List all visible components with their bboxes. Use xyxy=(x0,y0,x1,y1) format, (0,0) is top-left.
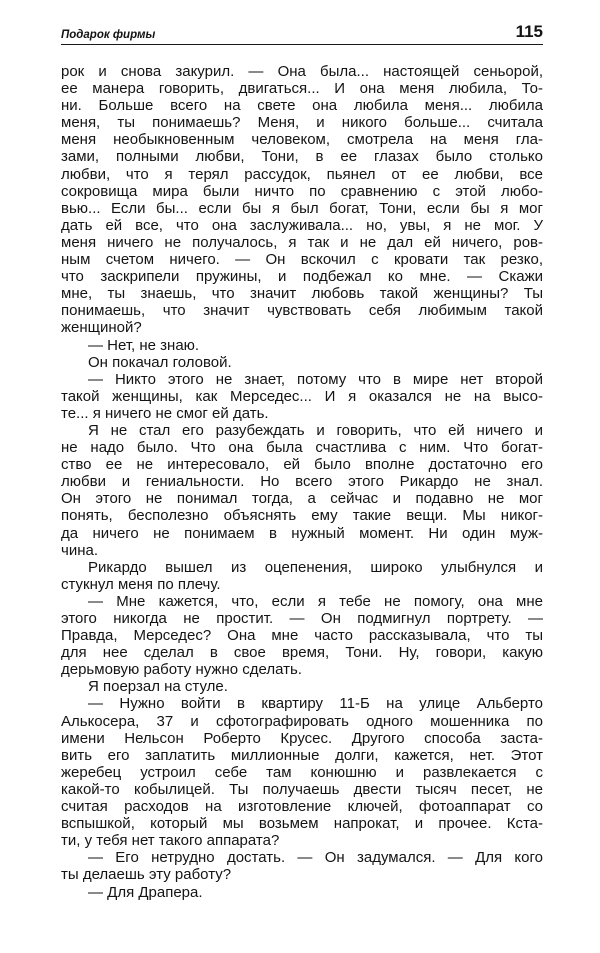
text-line: вить его заплатить миллионные долги, кажется, нет. Этот xyxy=(61,746,543,764)
text-line: — Для Драпера. xyxy=(88,883,203,901)
text-line: — Его нетрудно достать. — Он задумался. — Для кого xyxy=(88,849,543,867)
text-line: такой женщины, как Мерседес... И я оказался не на высо- xyxy=(61,387,543,405)
text-line: мне, ты знаешь, что значит любовь такой женщины? Ты xyxy=(61,285,543,303)
text-line: Я поерзал на стуле. xyxy=(88,678,228,696)
text-line: ни. Больше всего на свете она любила меня... любила xyxy=(61,97,543,115)
text-line: Правда, Мерседес? Она мне часто рассказывала, что ты xyxy=(61,627,543,645)
text-line: ти, у тебя нет такого аппарата? xyxy=(61,832,280,850)
text-line: любви и гениальности. Но всего этого Рикардо не знал. xyxy=(61,473,543,491)
text-line: те... я ничего не смог ей дать. xyxy=(61,404,269,422)
body-text xyxy=(61,63,543,901)
text-line: жеребец устроил себе там конюшню и развлекается с xyxy=(61,763,543,781)
text-line: вспышкой, который мы возьмем напрокат, и прочее. Кста- xyxy=(61,815,543,833)
text-line: да ничего не понимаем в нужный момент. Ни один муж- xyxy=(61,524,543,542)
text-line: — Нужно войти в квартиру 11-Б на улице Альберто xyxy=(88,695,543,713)
text-line: дерьмовую работу нужно сделать. xyxy=(61,661,302,679)
text-line: ным счетом ничего. — Он вскочил с кровати так резко, xyxy=(61,251,543,269)
text-line: понимаешь, что значит чувствовать себя любимым такой xyxy=(61,302,543,320)
text-line: Рикардо вышел из оцепенения, широко улыбнулся и xyxy=(88,558,543,576)
text-line: — Мне кажется, что, если я тебе не помогу, она мне xyxy=(88,592,543,610)
text-line: зами, полными любви, Тони, в ее глазах было столько xyxy=(61,148,543,166)
text-line: любви, что я терял рассудок, пьянел от ее любви, все xyxy=(61,165,543,183)
text-line: Он этого не понимал тогда, а сейчас и подавно не мог xyxy=(61,490,543,508)
text-line: имени Нельсон Роберто Крусес. Другого способа заста- xyxy=(61,729,543,747)
text-line: ты делаешь эту работу? xyxy=(61,866,232,884)
text-line: дать ей все, что она заслуживала... но, увы, я не мог. У xyxy=(61,216,543,234)
text-line: понять, бесполезно объяснять ему такие вещи. Мы никог- xyxy=(61,507,543,525)
running-title: Подарок фирмы xyxy=(61,29,156,41)
text-line: ее манера говорить, двигаться... И она меня любила, То- xyxy=(61,80,543,98)
text-line: Я не стал его разубеждать и говорить, что ей ничего и xyxy=(88,421,543,439)
text-line: сокровища мира были ничто по сравнению с этой любо- xyxy=(61,182,543,200)
running-head xyxy=(61,22,543,45)
text-line: — Нет, не знаю. xyxy=(88,336,200,354)
text-line: меня необыкновенным человеком, смотрела на меня гла- xyxy=(61,131,543,149)
text-line: какой-то кобылицей. Ты получаешь двести тысяч песет, не xyxy=(61,780,543,798)
text-line: этого никогда не простит. — Он подмигнул портрету. — xyxy=(61,610,543,627)
text-line: женщиной? xyxy=(61,319,142,337)
text-line: Алькосера, 37 и сфотографировать одного мошенника по xyxy=(61,712,543,730)
text-line: что заскрипели пружины, и подбежал ко мне. — Скажи xyxy=(61,268,543,286)
text-line: меня ничего не получалось, я так и не дал ей ничего, ров- xyxy=(61,233,543,251)
text-line: ство ее не интересовало, ей было вполне достаточно его xyxy=(61,456,543,474)
text-line: вью... Если бы... если бы я был богат, Тони, если бы я мог xyxy=(61,199,543,217)
text-line: для нее сделал в свое время, Тони. Ну, говори, какую xyxy=(61,644,543,662)
page-number: 115 xyxy=(515,22,543,41)
text-line: чина. xyxy=(61,541,98,559)
text-line: меня, ты понимаешь? Меня, и никого больше... считала xyxy=(61,114,543,132)
text-line: не надо было. Что она была счастлива с ним. Что богат- xyxy=(61,439,543,457)
text-line: стукнул меня по плечу. xyxy=(61,575,221,593)
text-line: рок и снова закурил. — Она была... настоящей сеньорой, xyxy=(61,63,543,80)
text-line: считая расходов на изготовление ключей, фотоаппарат со xyxy=(61,798,543,816)
text-line: Он покачал головой. xyxy=(88,353,232,371)
text-line: — Никто этого не знает, потому что в мире нет второй xyxy=(88,370,543,388)
